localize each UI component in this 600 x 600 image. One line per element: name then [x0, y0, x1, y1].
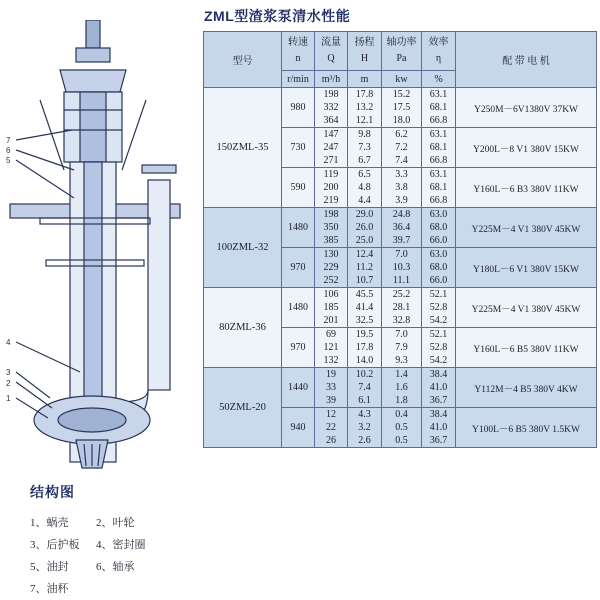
- power-value: 7.9: [395, 342, 408, 353]
- table-header: [204, 32, 597, 88]
- head-value: 4.4: [358, 195, 371, 206]
- legend-item: 7、油杯: [30, 583, 69, 595]
- legend-row: [30, 512, 200, 534]
- head-value: 45.5: [355, 289, 374, 300]
- flow-value: 252: [323, 275, 339, 286]
- flow-value: 132: [323, 355, 339, 366]
- motor-cell: Y225M－4 V1 380V 45KW: [456, 288, 597, 328]
- header-motor: 配 带 电 机: [456, 32, 597, 88]
- head-cell: [348, 328, 382, 368]
- eff-value: 38.4: [429, 369, 448, 380]
- power-value: 15.2: [392, 89, 411, 100]
- flow-cell: [315, 288, 348, 328]
- structure-title: 结构图: [30, 484, 75, 500]
- flow-cell: [315, 408, 348, 448]
- page-title: ZML型渣浆泵清水性能: [204, 8, 351, 24]
- table-row: [204, 88, 597, 128]
- eff-cell: [422, 248, 456, 288]
- eff-value: 52.8: [429, 342, 448, 353]
- head-value: 14.0: [355, 355, 374, 366]
- power-cell: [382, 328, 422, 368]
- legend-row: [30, 578, 200, 600]
- power-value: 28.1: [392, 302, 411, 313]
- head-value: 6.7: [358, 155, 371, 166]
- eff-value: 66.8: [429, 115, 448, 126]
- head-cell: [348, 168, 382, 208]
- power-value: 10.3: [392, 262, 411, 273]
- header-model: 型号: [204, 32, 282, 88]
- power-value: 6.2: [395, 129, 408, 140]
- callout-1: 1: [6, 394, 11, 403]
- callout-7: 7: [6, 136, 11, 145]
- power-value: 3.3: [395, 169, 408, 180]
- header-head: 扬程 H: [348, 32, 382, 71]
- head-value: 10.7: [355, 275, 374, 286]
- motor-cell: Y112M－4 B5 380V 4KW: [456, 368, 597, 408]
- flow-value: 33: [326, 382, 336, 393]
- power-cell: [382, 368, 422, 408]
- head-value: 9.8: [358, 129, 371, 140]
- flow-value: 198: [323, 209, 339, 220]
- power-value: 32.8: [392, 315, 411, 326]
- head-value: 3.2: [358, 422, 371, 433]
- speed-cell: 1480: [282, 288, 315, 328]
- model-cell: 100ZML-32: [204, 208, 282, 288]
- header-flow: 流量 Q: [315, 32, 348, 71]
- speed-cell: 1480: [282, 208, 315, 248]
- power-cell: [382, 208, 422, 248]
- head-value: 26.0: [355, 222, 374, 233]
- eff-value: 63.1: [429, 169, 448, 180]
- eff-value: 41.0: [429, 422, 448, 433]
- eff-value: 52.8: [429, 302, 448, 313]
- head-value: 10.2: [355, 369, 374, 380]
- flow-value: 200: [323, 182, 339, 193]
- eff-value: 68.1: [429, 182, 448, 193]
- head-value: 12.4: [355, 249, 374, 260]
- power-value: 7.0: [395, 249, 408, 260]
- legend-row: [30, 534, 200, 556]
- eff-cell: [422, 88, 456, 128]
- flow-value: 19: [326, 369, 336, 380]
- head-value: 2.6: [358, 435, 371, 446]
- flow-value: 271: [323, 155, 339, 166]
- power-value: 1.6: [395, 382, 408, 393]
- speed-cell: 940: [282, 408, 315, 448]
- power-value: 7.4: [395, 155, 408, 166]
- power-value: 0.4: [395, 409, 408, 420]
- flow-value: 12: [326, 409, 336, 420]
- callout-5: 5: [6, 156, 11, 165]
- power-value: 1.8: [395, 395, 408, 406]
- eff-cell: [422, 288, 456, 328]
- speed-cell: 970: [282, 248, 315, 288]
- head-cell: [348, 88, 382, 128]
- motor-cell: Y200L－8 V1 380V 15KW: [456, 128, 597, 168]
- eff-value: 63.0: [429, 209, 448, 220]
- speed-cell: 730: [282, 128, 315, 168]
- table-row: [204, 288, 597, 328]
- power-value: 11.1: [392, 275, 411, 286]
- motor-cell: Y160L－6 B3 380V 11KW: [456, 168, 597, 208]
- eff-value: 68.1: [429, 102, 448, 113]
- head-value: 6.5: [358, 169, 371, 180]
- power-value: 36.4: [392, 222, 411, 233]
- head-value: 25.0: [355, 235, 374, 246]
- flow-value: 121: [323, 342, 339, 353]
- flow-value: 147: [323, 129, 339, 140]
- flow-value: 247: [323, 142, 339, 153]
- power-value: 25.2: [392, 289, 411, 300]
- eff-value: 68.0: [429, 222, 448, 233]
- head-value: 7.3: [358, 142, 371, 153]
- callout-4: 4: [6, 338, 11, 347]
- head-value: 6.1: [358, 395, 371, 406]
- flow-value: 201: [323, 315, 339, 326]
- eff-value: 66.0: [429, 235, 448, 246]
- flow-value: 26: [326, 435, 336, 446]
- head-cell: [348, 408, 382, 448]
- callout-6: 6: [6, 146, 11, 155]
- power-cell: [382, 408, 422, 448]
- eff-value: 63.1: [429, 129, 448, 140]
- power-cell: [382, 128, 422, 168]
- flow-value: 106: [323, 289, 339, 300]
- eff-value: 36.7: [429, 395, 448, 406]
- eff-value: 66.8: [429, 195, 448, 206]
- head-cell: [348, 368, 382, 408]
- head-value: 41.4: [355, 302, 374, 313]
- power-value: 39.7: [392, 235, 411, 246]
- power-value: 1.4: [395, 369, 408, 380]
- eff-value: 68.1: [429, 142, 448, 153]
- power-value: 3.8: [395, 182, 408, 193]
- model-cell: 80ZML-36: [204, 288, 282, 368]
- eff-value: 68.0: [429, 262, 448, 273]
- eff-value: 54.2: [429, 355, 448, 366]
- head-value: 32.5: [355, 315, 374, 326]
- power-cell: [382, 288, 422, 328]
- flow-value: 185: [323, 302, 339, 313]
- eff-cell: [422, 168, 456, 208]
- speed-cell: 590: [282, 168, 315, 208]
- flow-value: 130: [323, 249, 339, 260]
- eff-value: 52.1: [429, 329, 448, 340]
- head-value: 13.2: [355, 102, 374, 113]
- eff-value: 66.8: [429, 155, 448, 166]
- flow-cell: [315, 368, 348, 408]
- head-value: 17.8: [355, 342, 374, 353]
- callout-3: 3: [6, 368, 11, 377]
- head-value: 4.8: [358, 182, 371, 193]
- head-cell: [348, 288, 382, 328]
- flow-value: 22: [326, 422, 336, 433]
- header-efficiency: 效率 η: [422, 32, 456, 71]
- unit-head: m: [348, 71, 382, 88]
- flow-value: 198: [323, 89, 339, 100]
- power-cell: [382, 248, 422, 288]
- pump-cross-section-diagram: [0, 20, 200, 470]
- power-value: 9.3: [395, 355, 408, 366]
- flow-value: 364: [323, 115, 339, 126]
- motor-cell: Y225M－4 V1 380V 45KW: [456, 208, 597, 248]
- power-value: 7.2: [395, 142, 408, 153]
- table-row: [204, 368, 597, 408]
- legend-row: [30, 556, 200, 578]
- flow-value: 229: [323, 262, 339, 273]
- head-value: 11.2: [355, 262, 374, 273]
- head-value: 12.1: [355, 115, 374, 126]
- table-row: [204, 208, 597, 248]
- unit-power: kw: [382, 71, 422, 88]
- power-value: 18.0: [392, 115, 411, 126]
- flow-cell: [315, 248, 348, 288]
- legend-item: 1、蜗壳: [30, 517, 69, 529]
- unit-efficiency: %: [422, 71, 456, 88]
- eff-value: 36.7: [429, 435, 448, 446]
- header-power: 轴功率 Pa: [382, 32, 422, 71]
- header-speed: 转速 n: [282, 32, 315, 71]
- power-value: 3.9: [395, 195, 408, 206]
- unit-speed: r/min: [282, 71, 315, 88]
- flow-value: 332: [323, 102, 339, 113]
- power-value: 7.0: [395, 329, 408, 340]
- eff-cell: [422, 328, 456, 368]
- table-body: [204, 88, 597, 448]
- legend-item: 6、轴承: [96, 561, 135, 573]
- eff-value: 38.4: [429, 409, 448, 420]
- eff-cell: [422, 408, 456, 448]
- power-value: 24.8: [392, 209, 411, 220]
- motor-cell: Y180L－6 V1 380V 15KW: [456, 248, 597, 288]
- eff-value: 52.1: [429, 289, 448, 300]
- flow-value: 385: [323, 235, 339, 246]
- performance-table: [203, 31, 597, 448]
- speed-cell: 970: [282, 328, 315, 368]
- head-value: 17.8: [355, 89, 374, 100]
- legend-item: 4、密封圈: [96, 539, 146, 551]
- power-value: 0.5: [395, 435, 408, 446]
- speed-cell: 1440: [282, 368, 315, 408]
- power-value: 0.5: [395, 422, 408, 433]
- head-value: 4.3: [358, 409, 371, 420]
- legend-item: 3、后护板: [30, 539, 80, 551]
- power-cell: [382, 88, 422, 128]
- flow-cell: [315, 128, 348, 168]
- structure-panel: [0, 0, 200, 599]
- eff-value: 54.2: [429, 315, 448, 326]
- parts-legend: [30, 512, 200, 600]
- head-value: 7.4: [358, 382, 371, 393]
- head-cell: [348, 128, 382, 168]
- speed-cell: 980: [282, 88, 315, 128]
- legend-item: 2、叶轮: [96, 517, 135, 529]
- eff-value: 66.0: [429, 275, 448, 286]
- legend-item: 5、油封: [30, 561, 69, 573]
- power-value: 17.5: [392, 102, 411, 113]
- flow-value: 219: [323, 195, 339, 206]
- unit-flow: m³/h: [315, 71, 348, 88]
- model-cell: 50ZML-20: [204, 368, 282, 448]
- eff-cell: [422, 208, 456, 248]
- motor-cell: Y160L－6 B5 380V 11KW: [456, 328, 597, 368]
- head-cell: [348, 248, 382, 288]
- head-cell: [348, 208, 382, 248]
- eff-value: 63.0: [429, 249, 448, 260]
- motor-cell: Y250M－6V1380V 37KW: [456, 88, 597, 128]
- model-cell: 150ZML-35: [204, 88, 282, 208]
- flow-cell: [315, 208, 348, 248]
- motor-cell: Y100L－6 B5 380V 1.5KW: [456, 408, 597, 448]
- eff-cell: [422, 128, 456, 168]
- flow-value: 69: [326, 329, 336, 340]
- eff-cell: [422, 368, 456, 408]
- eff-value: 63.1: [429, 89, 448, 100]
- flow-cell: [315, 88, 348, 128]
- callout-2: 2: [6, 379, 11, 388]
- flow-cell: [315, 328, 348, 368]
- flow-value: 39: [326, 395, 336, 406]
- flow-value: 350: [323, 222, 339, 233]
- eff-value: 41.0: [429, 382, 448, 393]
- head-value: 19.5: [355, 329, 374, 340]
- power-cell: [382, 168, 422, 208]
- flow-cell: [315, 168, 348, 208]
- flow-value: 119: [323, 169, 339, 180]
- head-value: 29.0: [355, 209, 374, 220]
